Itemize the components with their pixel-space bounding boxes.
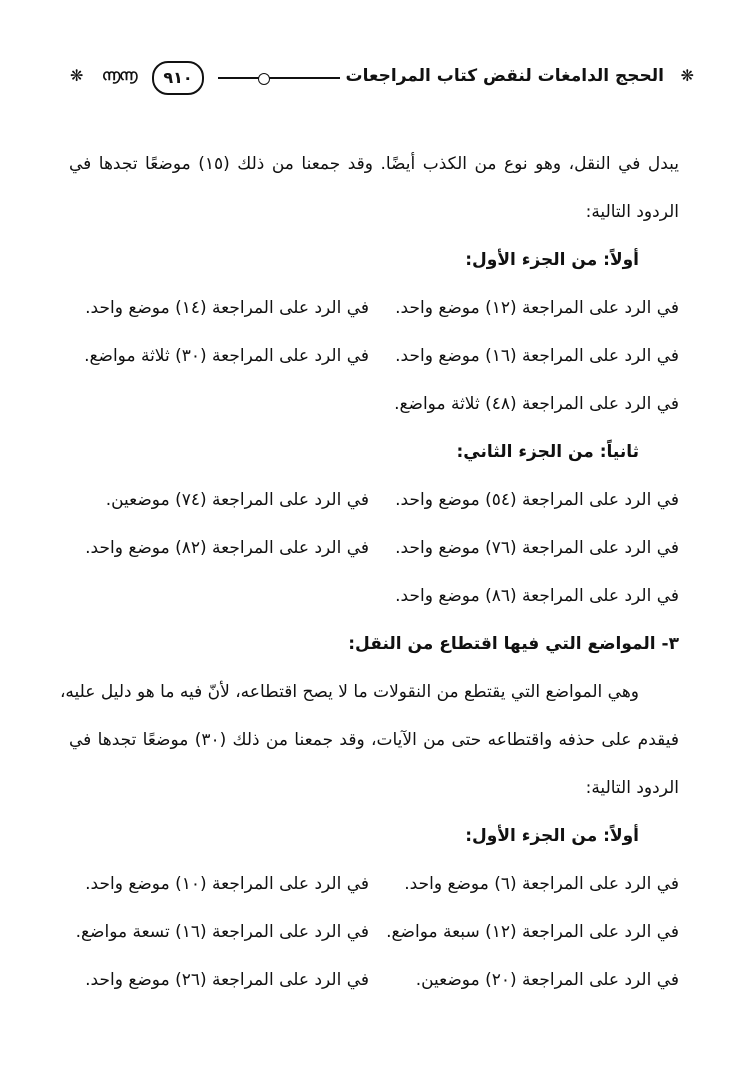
running-header bbox=[70, 58, 692, 98]
list-item: في الرد على المراجعة (٨٢) موضع واحد. bbox=[85, 538, 369, 558]
list-row bbox=[69, 572, 679, 620]
header-left-ornament-icon: ❋ bbox=[70, 66, 82, 85]
section-heading: أولاً: من الجزء الأول: bbox=[465, 826, 639, 846]
list-row bbox=[69, 860, 679, 908]
list-item: في الرد على المراجعة (٤٨) ثلاثة مواضع. bbox=[394, 394, 679, 414]
page-number: ٩١٠ bbox=[152, 61, 204, 95]
list-row bbox=[69, 332, 679, 380]
list-item: في الرد على المراجعة (٢٦) موضع واحد. bbox=[85, 970, 369, 990]
section-heading: ٣- المواضع التي فيها اقتطاع من النقل: bbox=[348, 634, 679, 654]
section-heading: أولاً: من الجزء الأول: bbox=[465, 250, 639, 270]
list-item: في الرد على المراجعة (١٦) تسعة مواضع. bbox=[75, 922, 369, 942]
page-body bbox=[59, 140, 680, 1004]
paragraph-line: وهي المواضع التي يقتطع من النقولات ما لا يصح اقتطاعه، لأنّ فيه ما هو دليل عليه، bbox=[59, 682, 639, 702]
paragraph-line: الردود التالية: bbox=[585, 202, 679, 222]
list-item: في الرد على المراجعة (٦) موضع واحد. bbox=[404, 874, 679, 894]
list-row bbox=[69, 476, 679, 524]
list-item: في الرد على المراجعة (١٤) موضع واحد. bbox=[85, 298, 369, 318]
list-item: في الرد على المراجعة (٨٦) موضع واحد. bbox=[395, 586, 679, 606]
header-rule bbox=[218, 77, 340, 79]
list-item: في الرد على المراجعة (٣٠) ثلاثة مواضع. bbox=[84, 346, 369, 366]
paragraph-line: الردود التالية: bbox=[585, 778, 679, 798]
list-row bbox=[69, 380, 679, 428]
paragraph-line: يبدل في النقل، وهو نوع من الكذب أيضًا. وقد جمعنا من ذلك (١٥) موضعًا تجدها في bbox=[69, 154, 680, 174]
header-end-ornament-icon: ❋ bbox=[680, 66, 692, 85]
list-item: في الرد على المراجعة (١٢) سبعة مواضع. bbox=[386, 922, 679, 942]
list-row bbox=[69, 524, 679, 572]
list-row bbox=[69, 908, 679, 956]
list-row bbox=[69, 956, 679, 1004]
list-item: في الرد على المراجعة (٥٤) موضع واحد. bbox=[395, 490, 679, 510]
list-item: في الرد على المراجعة (٢٠) موضعين. bbox=[415, 970, 679, 990]
list-item: في الرد على المراجعة (١٠) موضع واحد. bbox=[85, 874, 369, 894]
section-heading: ثانياً: من الجزء الثاني: bbox=[456, 442, 639, 462]
list-row bbox=[69, 284, 679, 332]
list-item: في الرد على المراجعة (١٢) موضع واحد. bbox=[395, 298, 679, 318]
header-flourish-icon: ൬൬ bbox=[102, 66, 137, 84]
paragraph-line: فيقدم على حذفه واقتطاعه حتى من الآيات، وقد جمعنا من ذلك (٣٠) موضعًا تجدها في bbox=[69, 730, 679, 750]
list-item: في الرد على المراجعة (١٦) موضع واحد. bbox=[395, 346, 679, 366]
list-item: في الرد على المراجعة (٧٦) موضع واحد. bbox=[395, 538, 679, 558]
book-title: الحجج الدامغات لنقض كتاب المراجعات bbox=[345, 66, 664, 86]
list-item: في الرد على المراجعة (٧٤) موضعين. bbox=[105, 490, 369, 510]
